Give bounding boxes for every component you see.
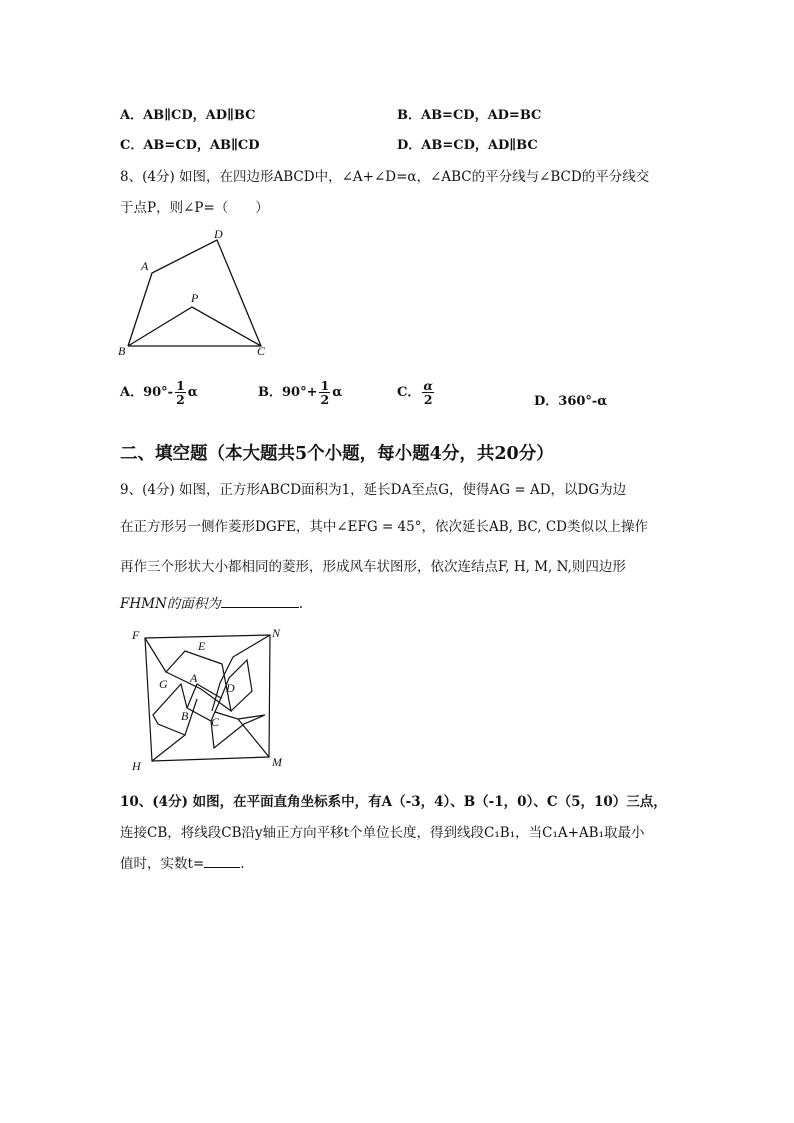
label-b: B [181, 709, 189, 723]
fraction-alpha-half [422, 379, 434, 406]
fraction-numerator: α [423, 378, 433, 393]
label-e: E [198, 639, 206, 653]
label-d: D [226, 681, 235, 695]
label-c: C [211, 715, 220, 729]
fraction-numerator: 1 [320, 378, 330, 393]
q9-line4-text: FHMN的面积为 [120, 596, 221, 612]
q9-answer-blank [221, 607, 299, 608]
q7-option-c: C．AB=CD，AB∥CD [120, 138, 260, 153]
q9-stem-line3: 再作三个形状大小都相同的菱形，形成风车状图形，依次连结点F, H, M, N,则四边形 [120, 559, 626, 575]
q8-quadrilateral-figure [110, 225, 280, 365]
q8-option-c-prefix: C． [397, 385, 421, 401]
q9-stem-line2: 在正方形另一侧作菱形DGFE，其中∠EFG = 45°，依次延长AB, BC, CD类似以上操作 [120, 519, 648, 535]
q9-line4-end: . [298, 596, 304, 612]
q9-stem-line1: 9、(4分) 如图，正方形ABCD面积为1，延长DA至点G，使得AG = AD，以DG为边 [120, 482, 627, 498]
square-fhmn [145, 635, 270, 761]
q8-option-c [397, 379, 436, 406]
label-b: B [118, 344, 126, 358]
q7-option-b: B．AB=CD，AD=BC [397, 108, 542, 123]
label-d: D [214, 227, 223, 241]
q9-stem-line4 [120, 592, 303, 612]
fraction-half [319, 379, 330, 406]
q8-option-a-prefix: A．90°- [120, 385, 174, 401]
q10-stem-line2: 连接CB，将线段CB沿y轴正方向平移t个单位长度，得到线段C₁B₁，当C₁A+AB₁取最小 [120, 825, 645, 841]
q7-option-d: D．AB=CD，AD∥BC [397, 138, 538, 153]
q10-line3-end: . [240, 856, 245, 872]
fraction-half [175, 379, 186, 406]
q8-stem-line1: 8、(4分) 如图，在四边形ABCD中，∠A+∠D=α，∠ABC的平分线与∠BCD的平分线交 [120, 169, 650, 185]
bisector-lines-p [128, 307, 261, 346]
q7-option-a: A．AB∥CD，AD∥BC [120, 108, 256, 123]
section-2-heading: 二、填空题（本大题共5个小题，每小题4分，共20分） [120, 444, 554, 464]
label-c: C [257, 344, 266, 358]
rhombus-top [145, 638, 231, 711]
q8-option-d: D．360°-α [534, 394, 608, 409]
q10-stem-line1: 10、(4分) 如图，在平面直角坐标系中，有A（-3，4）、B（-1，0）、C（5，10）三点， [120, 794, 667, 810]
fraction-denominator: 2 [320, 392, 330, 408]
fraction-numerator: 1 [176, 378, 185, 393]
q8-option-a [120, 379, 198, 406]
label-m: M [272, 755, 282, 769]
q8-option-b-prefix: B．90°+ [258, 385, 318, 401]
q8-option-b-suffix: α [332, 385, 343, 401]
label-g: G [159, 677, 168, 691]
label-f: F [132, 628, 140, 642]
label-a: A [141, 259, 149, 273]
q10-line3-text: 值时，实数t= [120, 856, 205, 872]
q10-answer-blank [204, 867, 240, 868]
fraction-denominator: 2 [176, 392, 185, 408]
q10-stem-line3 [120, 852, 245, 872]
label-n: N [272, 626, 281, 640]
label-p: P [191, 291, 199, 305]
q8-stem-line2: 于点P，则∠P=（ ） [120, 200, 269, 216]
fraction-denominator: 2 [423, 392, 433, 408]
label-h: H [132, 759, 141, 773]
q9-windmill-figure [125, 625, 295, 775]
q8-option-b [258, 379, 342, 406]
label-a: A [190, 671, 198, 685]
q8-option-a-suffix: α [187, 385, 198, 401]
